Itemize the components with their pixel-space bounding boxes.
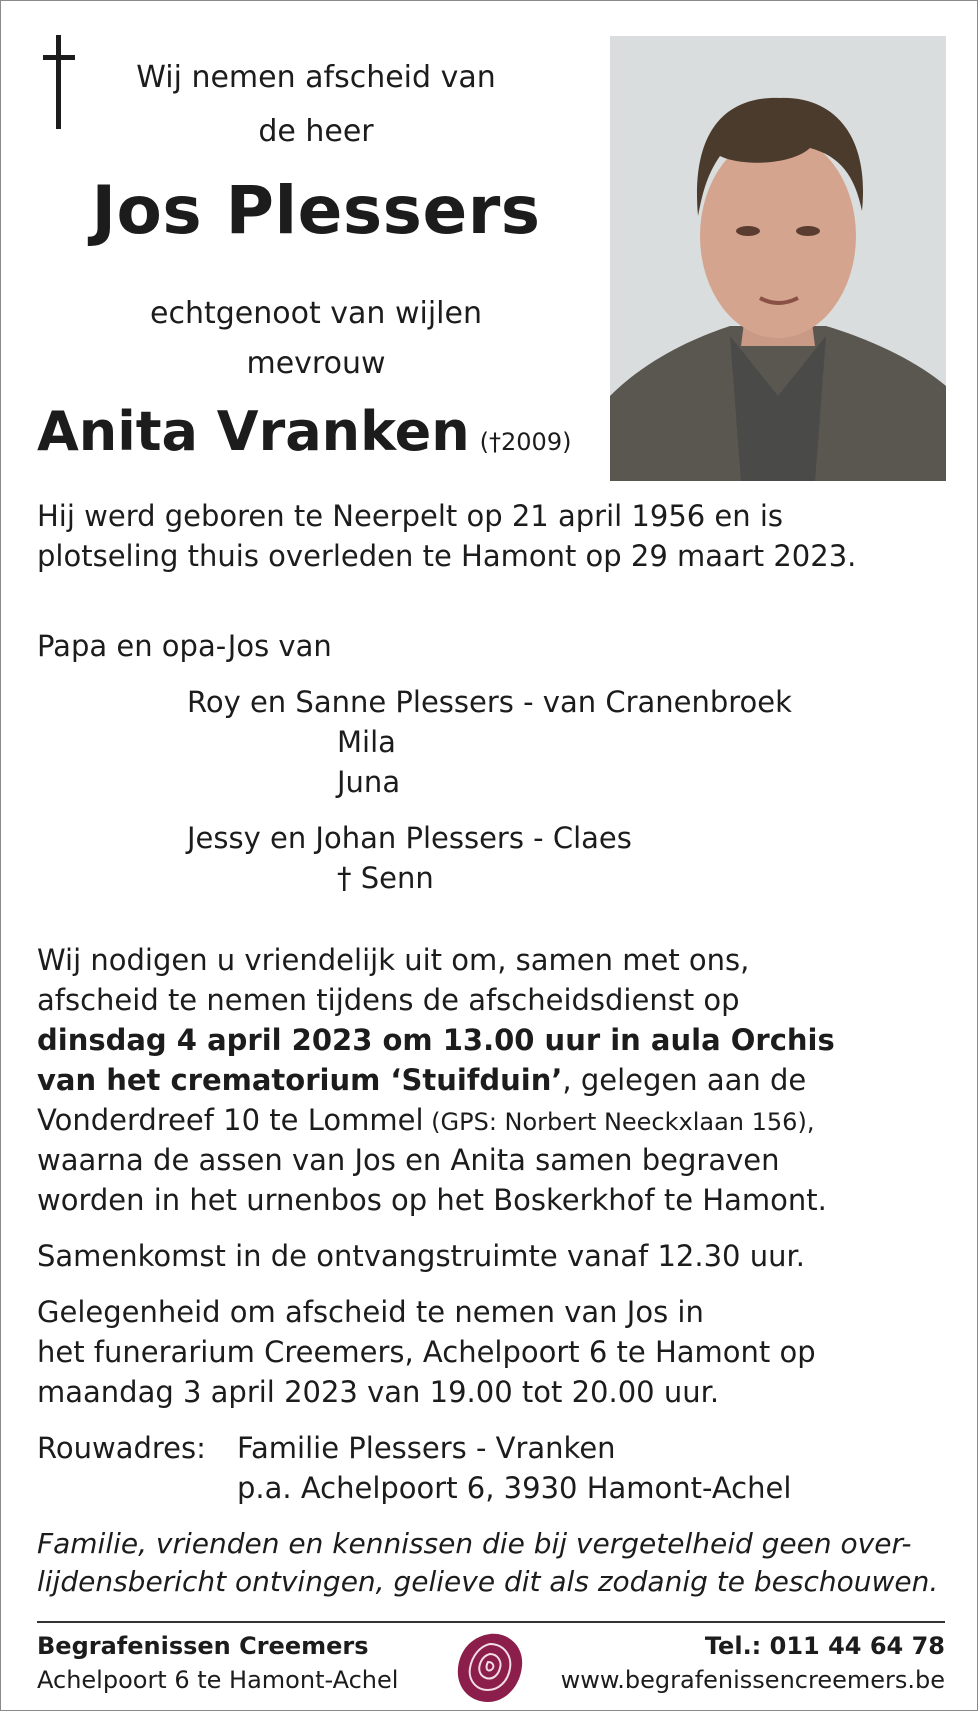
family-child-mila: Mila <box>337 725 396 759</box>
intro-line-1: Wij nemen afscheid van <box>136 60 496 95</box>
visitation-line-2: het funerarium Creemers, Achelpoort 6 te Hamont op <box>37 1335 816 1369</box>
deceased-name: Jos Plessers <box>91 172 541 249</box>
service-line-4 <box>37 1061 806 1099</box>
family-intro: Papa en opa-Jos van <box>37 629 332 663</box>
spouse-name: Anita Vranken <box>37 400 470 463</box>
family-parents-2: Jessy en Johan Plessers - Claes <box>187 821 632 855</box>
address-line-2: p.a. Achelpoort 6, 3930 Hamont-Achel <box>237 1471 792 1505</box>
service-line-6: waarna de assen van Jos en Anita samen begraven <box>37 1143 780 1177</box>
service-line-4-rest: , gelegen aan de <box>562 1063 807 1097</box>
footer-website[interactable]: www.begrafenissencreemers.be <box>560 1666 945 1694</box>
address-line-1: Familie Plessers - Vranken <box>237 1431 616 1465</box>
service-date-time: dinsdag 4 april 2023 om 13.00 uur in aula Orchis <box>37 1023 835 1057</box>
portrait-illustration <box>610 36 946 481</box>
spouse-death-year: (†2009) <box>479 428 572 456</box>
family-parents-1: Roy en Sanne Plessers - van Cranenbroek <box>187 685 792 719</box>
footer-phone: Tel.: 011 44 64 78 <box>704 1632 945 1660</box>
address-label: Rouwadres: <box>37 1431 206 1465</box>
intro-line-2: de heer <box>258 114 374 149</box>
service-line-7: worden in het urnenbos op het Boskerkhof te Hamont. <box>37 1183 827 1217</box>
service-line-2: afscheid te nemen tijdens de afscheidsdienst op <box>37 983 740 1017</box>
footer-company-address: Achelpoort 6 te Hamont-Achel <box>37 1666 399 1694</box>
spouse-line-1: echtgenoot van wijlen <box>150 296 482 331</box>
footer-contact-block <box>561 1629 945 1697</box>
gathering-line: Samenkomst in de ontvangstruimte vanaf 12.30 uur. <box>37 1239 805 1273</box>
footer-divider <box>37 1621 945 1623</box>
birth-line-1: Hij werd geboren te Neerpelt op 21 april 1956 en is <box>37 499 784 533</box>
spouse-name-row <box>37 397 571 477</box>
family-child-senn: † Senn <box>337 861 434 895</box>
family-child-juna: Juna <box>337 765 401 799</box>
note-line-2: lijdensbericht ontvingen, gelieve dit als zodanig te beschouwen. <box>37 1565 939 1598</box>
rose-logo-icon <box>450 1628 530 1708</box>
service-address: Vonderdreef 10 te Lommel <box>37 1103 424 1137</box>
footer-company-block <box>37 1629 398 1697</box>
service-venue: van het crematorium ‘Stuifduin’ <box>37 1063 563 1097</box>
service-line-3 <box>37 1021 835 1059</box>
service-line-5 <box>37 1101 814 1141</box>
portrait-photo <box>610 36 946 481</box>
spouse-line-2: mevrouw <box>246 346 386 381</box>
note-line-1: Familie, vrienden en kennissen die bij vergetelheid geen over- <box>37 1527 912 1560</box>
visitation-line-3: maandag 3 april 2023 van 19.00 tot 20.00 uur. <box>37 1375 720 1409</box>
service-line-1: Wij nodigen u vriendelijk uit om, samen met ons, <box>37 943 750 977</box>
service-gps: (GPS: Norbert Neeckxlaan 156), <box>423 1108 815 1136</box>
footer-company-name: Begrafenissen Creemers <box>37 1632 369 1660</box>
visitation-line-1: Gelegenheid om afscheid te nemen van Jos in <box>37 1295 704 1329</box>
birth-line-2: plotseling thuis overleden te Hamont op 29 maart 2023. <box>37 539 857 573</box>
